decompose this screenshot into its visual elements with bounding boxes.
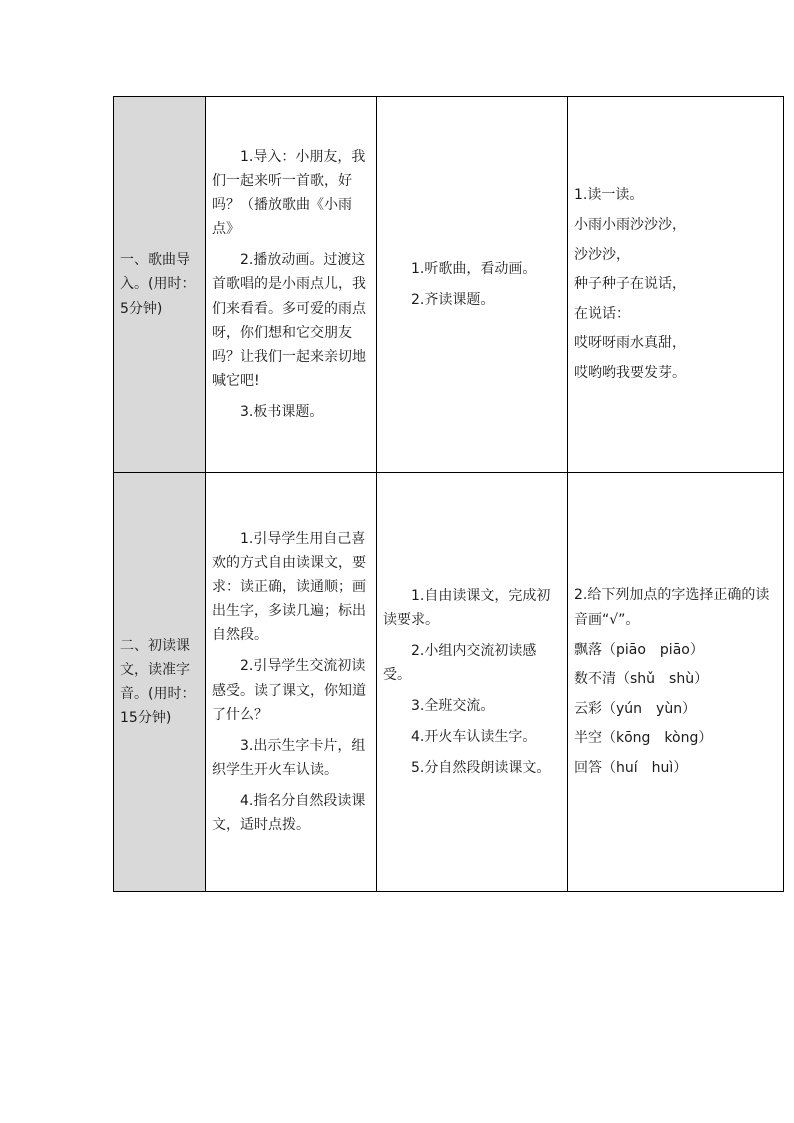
exercise-line: 半空（kōng kòng） (574, 730, 713, 747)
teacher-step: 2.播放动画。过渡这首歌唱的是小雨点儿，我们来看看。多可爱的雨点呀，你们想和它交朋友吗？让我们一起来亲切地喊它吧! (212, 252, 366, 389)
stage-label: 二、初读课文，读准字音。(用时：15分钟) (120, 637, 196, 727)
teacher-step: 3.板书课题。 (240, 403, 324, 420)
student-step: 3.全班交流。 (411, 698, 495, 715)
exercise-line: 1.读一读。 (574, 187, 644, 204)
stage-cell (114, 97, 206, 473)
table-row (114, 97, 784, 473)
exercise-line: 小雨小雨沙沙沙， (574, 216, 686, 233)
exercise-cell (568, 97, 784, 473)
exercise-line: 回答（huí huì） (574, 760, 688, 777)
teacher-step: 1.引导学生用自己喜欢的方式自由读课文，要求：读正确，读通顺；画出生字，多读几遍；标出自然段。 (212, 531, 366, 644)
student-step: 1.听歌曲，看动画。 (411, 260, 537, 277)
teacher-step: 1.导入：小朋友，我们一起来听一首歌，好吗？（播放歌曲《小雨点》 (212, 149, 366, 238)
student-activity-cell (377, 97, 568, 473)
exercise-line: 数不清（shǔ shù） (574, 671, 709, 688)
student-step: 4.开火车认读生字。 (411, 729, 537, 746)
teacher-step: 2.引导学生交流初读感受。读了课文，你知道了什么？ (212, 658, 366, 723)
lesson-plan-table (113, 96, 784, 892)
table-row (114, 473, 784, 892)
exercise-line: 在说话： (574, 305, 630, 322)
student-step: 1.自由读课文，完成初读要求。 (383, 587, 551, 628)
exercise-line: 种子种子在说话， (574, 276, 686, 293)
exercise-line: 哎呀呀雨水真甜， (574, 335, 686, 352)
student-activity-cell (377, 473, 568, 892)
exercise-line: 飘落（piāo piāo） (574, 641, 704, 658)
teacher-activity-cell (206, 473, 377, 892)
exercise-line: 哎哟哟我要发芽。 (574, 365, 686, 382)
student-step: 2.齐读课题。 (411, 292, 495, 308)
student-step: 5.分自然段朗读课文。 (411, 760, 551, 777)
exercise-line: 沙沙沙， (574, 246, 630, 263)
teacher-step: 3.出示生字卡片，组织学生开火车认读。 (212, 737, 366, 778)
student-step: 2.小组内交流初读感受。 (383, 642, 537, 683)
stage-cell (114, 473, 206, 892)
teacher-step: 4.指名分自然段读课文，适时点拨。 (212, 792, 366, 833)
exercise-line: 2.给下列加点的字选择正确的读音画“√”。 (574, 587, 770, 628)
exercise-cell (568, 473, 784, 892)
teacher-activity-cell (206, 97, 377, 473)
stage-label: 一、歌曲导入。(用时：5分钟) (120, 252, 196, 317)
exercise-line: 云彩（yún yùn） (574, 700, 697, 717)
